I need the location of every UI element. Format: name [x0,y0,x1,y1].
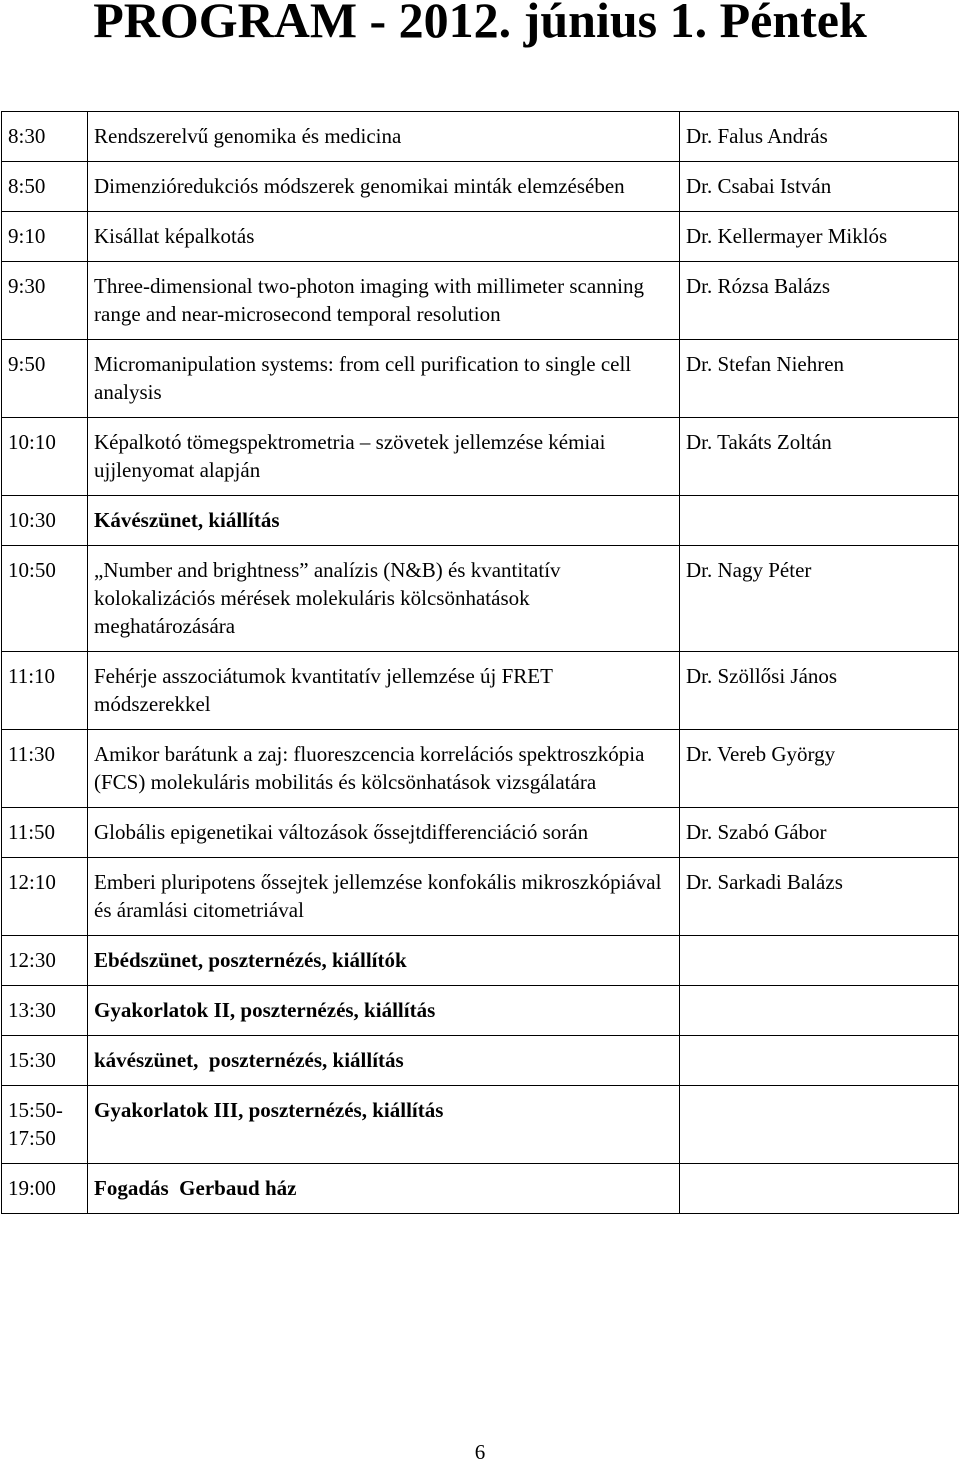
speaker-cell: Dr. Nagy Péter [680,546,959,652]
speaker-cell: Dr. Sarkadi Balázs [680,858,959,936]
time-cell: 11:10 [2,652,88,730]
speaker-cell: Dr. Rózsa Balázs [680,262,959,340]
speaker-cell [680,496,959,546]
topic-cell: Gyakorlatok III, poszternézés, kiállítás [88,1086,680,1164]
topic-cell: Kisállat képalkotás [88,212,680,262]
topic-cell: Ebédszünet, poszternézés, kiállítók [88,936,680,986]
speaker-cell [680,1036,959,1086]
time-cell: 19:00 [2,1164,88,1214]
table-row [2,496,959,546]
topic-cell: Fehérje asszociátumok kvantitatív jellemzése új FRET módszerekkel [88,652,680,730]
page-title: PROGRAM - 2012. június 1. Péntek [93,0,867,48]
time-cell: 13:30 [2,986,88,1036]
time-cell: 15:30 [2,1036,88,1086]
speaker-cell [680,1164,959,1214]
time-cell: 9:30 [2,262,88,340]
table-row [2,936,959,986]
table-row [2,162,959,212]
speaker-cell: Dr. Takáts Zoltán [680,418,959,496]
speaker-cell: Dr. Falus András [680,112,959,162]
topic-cell: Képalkotó tömegspektrometria – szövetek jellemzése kémiai ujjlenyomat alapján [88,418,680,496]
time-cell: 10:10 [2,418,88,496]
table-row [2,546,959,652]
topic-cell: Fogadás Gerbaud ház [88,1164,680,1214]
table-row [2,986,959,1036]
speaker-cell [680,986,959,1036]
time-cell: 10:50 [2,546,88,652]
time-cell: 10:30 [2,496,88,546]
time-cell: 9:50 [2,340,88,418]
topic-cell: Three-dimensional two-photon imaging with millimeter scanning range and near-microsecond temporal resolution [88,262,680,340]
schedule-table [1,111,959,1214]
speaker-cell: Dr. Kellermayer Miklós [680,212,959,262]
speaker-cell: Dr. Szöllősi János [680,652,959,730]
speaker-cell: Dr. Stefan Niehren [680,340,959,418]
table-row [2,340,959,418]
topic-cell: Globális epigenetikai változások őssejtdifferenciáció során [88,808,680,858]
topic-cell: kávészünet, poszternézés, kiállítás [88,1036,680,1086]
table-row [2,1086,959,1164]
speaker-cell: Dr. Szabó Gábor [680,808,959,858]
table-row [2,808,959,858]
table-row [2,212,959,262]
time-cell: 12:10 [2,858,88,936]
table-row [2,1164,959,1214]
table-row [2,652,959,730]
time-cell: 12:30 [2,936,88,986]
topic-cell: Gyakorlatok II, poszternézés, kiállítás [88,986,680,1036]
time-cell: 9:10 [2,212,88,262]
time-cell: 11:50 [2,808,88,858]
speaker-cell [680,1086,959,1164]
speaker-cell: Dr. Vereb György [680,730,959,808]
table-row [2,262,959,340]
speaker-cell [680,936,959,986]
page-number: 6 [474,1440,486,1464]
topic-cell: „Number and brightness” analízis (N&B) és kvantitatív kolokalizációs mérések molekuláris kölcsönhatások meghatározására [88,546,680,652]
table-row [2,112,959,162]
topic-cell: Dimenzióredukciós módszerek genomikai minták elemzésében [88,162,680,212]
table-row [2,730,959,808]
topic-cell: Emberi pluripotens őssejtek jellemzése konfokális mikroszkópiával és áramlási citometriával [88,858,680,936]
speaker-cell: Dr. Csabai István [680,162,959,212]
table-row [2,858,959,936]
table-row [2,418,959,496]
topic-cell: Rendszerelvű genomika és medicina [88,112,680,162]
topic-cell: Amikor barátunk a zaj: fluoreszcencia korrelációs spektroszkópia (FCS) molekuláris mobilitás és kölcsönhatások vizsgálatára [88,730,680,808]
time-cell: 8:30 [2,112,88,162]
table-row [2,1036,959,1086]
topic-cell: Kávészünet, kiállítás [88,496,680,546]
time-cell: 11:30 [2,730,88,808]
time-cell: 15:50-17:50 [2,1086,88,1164]
time-cell: 8:50 [2,162,88,212]
topic-cell: Micromanipulation systems: from cell purification to single cell analysis [88,340,680,418]
